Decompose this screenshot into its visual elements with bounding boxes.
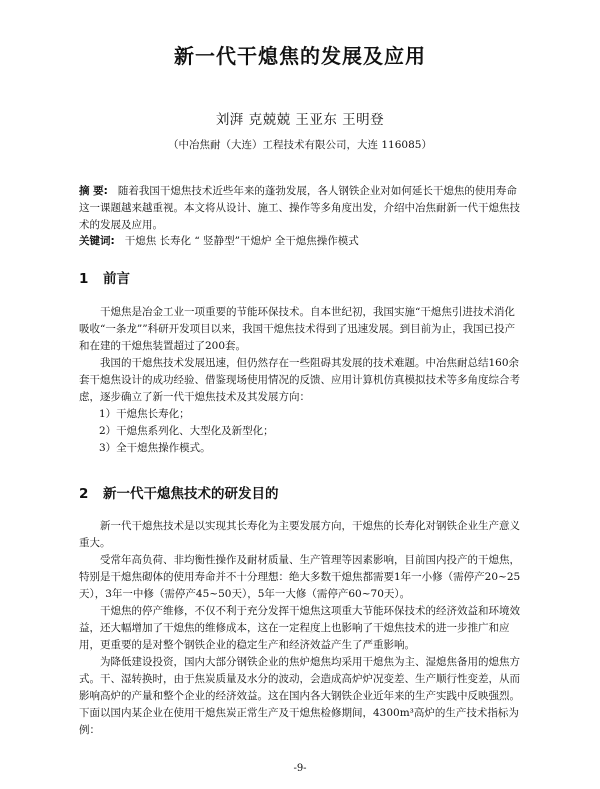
page-title: 新一代干熄焦的发展及应用	[174, 44, 426, 68]
section-2-title: 新一代干熄焦技术的研发目的	[103, 486, 279, 502]
list-item: 2）干熄焦系列化、大型化及新型化；	[99, 425, 274, 437]
paragraph: 为降低建设投资，国内大部分钢铁企业的焦炉熄焦均采用干熄焦为主、湿熄焦备用的熄焦方式。干、湿转换时，由于焦炭质量及水分的波动，会造成高炉炉况变差、生产顺行性变差，从而影响高炉的产量和整个企业的经济效益。这在国内各大钢铁企业近年来的生产实践中反映强烈。下面以国内某企业在使用干熄焦炭正常生产及干熄焦检修期间，4300m³高炉的生产技术指标为例：	[79, 656, 520, 736]
section-2-number: 2	[79, 486, 89, 502]
paragraph: 干熄焦是冶金工业一项重要的节能环保技术。自本世纪初，我国实施“干熄焦引进技术消化吸收“一条龙””科研开发项目以来，我国干熄焦技术得到了迅速发展。到目前为止，我国已投产和在建的干熄焦装置超过了200套。	[79, 306, 516, 352]
section-2-body	[79, 518, 525, 739]
keywords-text: 干熄焦 长寿化 “ 竖静型”干熄炉 全干熄焦操作模式	[124, 235, 359, 247]
paragraph: 新一代干熄焦技术是以实现其长寿化为主要发展方向，干熄焦的长寿化对钢铁企业生产意义重大。	[79, 520, 520, 549]
paragraph: 受常年高负荷、非均衡性操作及耐材质量、生产管理等因素影响，目前国内投产的干熄焦，特别是干熄焦砌体的使用寿命并不十分理想：绝大多数干熄焦都需要1年一小修（需停产20~25天），3年一中修（需停产45~50天），5年一大修（需停产60~70天）。	[79, 554, 521, 600]
section-1-title: 前言	[103, 271, 130, 287]
abstract-label: 摘 要:	[79, 185, 108, 197]
affiliation: （中冶焦耐（大连）工程技术有限公司，大连 116085）	[168, 139, 432, 151]
section-1-number: 1	[79, 271, 89, 287]
keywords-label: 关键词:	[79, 235, 115, 247]
list-item: 3）全干熄焦操作模式。	[99, 442, 211, 454]
keywords	[79, 233, 525, 250]
section-2-heading	[79, 482, 525, 502]
abstract-text: 随着我国干熄焦技术近些年来的蓬勃发展，各人钢铁企业对如何延长干熄焦的使用寿命这一课题越来越重视。本文将从设计、施工、操作等多角度出发，介绍中冶焦耐新一代干熄焦技术的发展及应用。	[79, 185, 520, 231]
abstract	[79, 183, 525, 234]
section-1-body	[79, 304, 525, 457]
paragraph: 干熄焦的停产维修，不仅不利于充分发挥干熄焦这项重大节能环保技术的经济效益和环境效益，还大幅增加了干熄焦的维修成本，这在一定程度上也影响了干熄焦技术的进一步推广和应用，更重要的是对整个钢铁企业的稳定生产和经济效益产生了严重影响。	[79, 605, 520, 651]
section-1-heading	[79, 267, 525, 287]
list-item: 1）干熄焦长寿化；	[99, 408, 190, 420]
authors: 刘湃 克兢兢 王亚东 王明登	[215, 112, 385, 128]
page-number: -9-	[293, 763, 307, 774]
paragraph: 我国的干熄焦技术发展迅速，但仍然存在一些阻碍其发展的技术难题。中冶焦耐总结160余套干熄焦设计的成功经验、借鉴现场使用情况的反馈、应用计算机仿真模拟技术等多角度综合考虑，逐步确立了新一代干熄焦技术及其发展方向：	[79, 357, 520, 403]
